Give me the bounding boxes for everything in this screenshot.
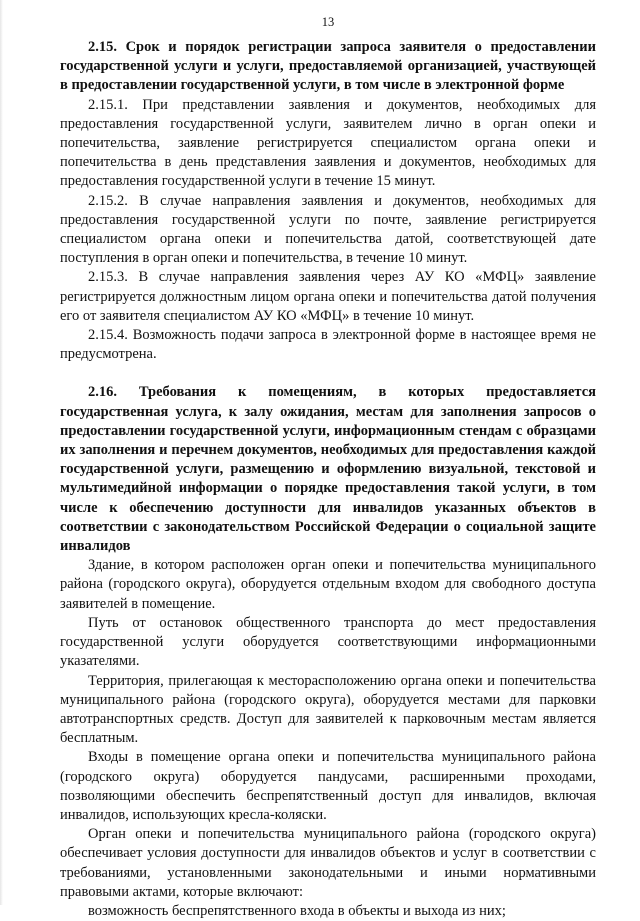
section-2-15 [60, 38, 596, 364]
document-page [60, 14, 596, 921]
section-2-16-heading: 2.16. Требования к помещениям, в которых предоставляется государственная услуга, к залу ожидания, местам для заполнения запросов о предоставлении государственной услуги, информационным стендам с образцами их заполнения и перечнем документов, необходимых для предоставления каждой государственной услуги, размещению и оформлению визуальной, текстовой и мультимедийной информации о порядке предоставления такой услуги, в том числе к обеспечению доступности для инвалидов указанных объектов в соответствии с законодательством Российской Федерации о социальной защите инвалидов [60, 384, 596, 555]
paragraph-2-15-2: 2.15.2. В случае направления заявления и документов, необходимых для предоставления государственной услуги по почте, заявление регистрируется специалистом органа опеки и попечительства датой, соответствующей дате поступления в орган опеки и попечительства, в течение 10 минут. [60, 192, 596, 267]
paragraph-parking: Территория, прилегающая к месторасположению органа опеки и попечительства муниципального района (городского округа), оборудуется местами для парковки автотранспортных средств. Доступ для заявителей к парковочным местам является бесплатным. [60, 672, 596, 747]
paragraph-transport-signs: Путь от остановок общественного транспорта до мест предоставления государственной услуги оборудуется соответствующими информационными указателями. [60, 614, 596, 670]
paragraph-2-15-3: 2.15.3. В случае направления заявления через АУ КО «МФЦ» заявление регистрируется должностным лицом органа опеки и попечительства датой получения его от заявителя специалистом АУ КО «МФЦ» в течение 10 минут. [60, 269, 596, 324]
paragraph-accessibility-conditions: Орган опеки и попечительства муниципального района (городского округа) обеспечивает условия доступности для инвалидов объектов и услуг в соответствии с требованиями, установленными законодательными и иными нормативными правовыми актами, которые включают: [60, 826, 596, 900]
paragraph-ramps: Входы в помещение органа опеки и попечительства муниципального района (городского округа) оборудуется пандусами, расширенными проходами, позволяющими обеспечить беспрепятственный доступ для инвалидов, включая инвалидов, использующих кресла-коляски. [60, 749, 596, 823]
section-spacer [60, 364, 596, 383]
paragraph-2-15-1: 2.15.1. При представлении заявления и документов, необходимых для предоставления государственной услуги, заявителем лично в орган опеки и попечительства, заявление регистрируется специалистом органа опеки и попечительства в день представления заявления и документов, необходимых для предоставления государственной услуги в течение 15 минут. [60, 96, 596, 190]
scan-edge-shadow [0, 0, 3, 905]
section-2-15-heading: 2.15. Срок и порядок регистрации запроса заявителя о предоставлении государственной услуги и услуги, предоставляемой организацией, участвующей в предоставлении государственной услуги, в том числе в электронной форме [60, 39, 596, 94]
paragraph-2-15-4: 2.15.4. Возможность подачи запроса в электронной форме в настоящее время не предусмотрена. [60, 327, 596, 363]
paragraph-building-entrance: Здание, в котором расположен орган опеки и попечительства муниципального района (городского округа), оборудуется отдельным входом для свободного доступа заявителей в помещение. [60, 557, 596, 612]
section-2-16 [60, 383, 596, 921]
page-number: 13 [321, 15, 335, 29]
paragraph-entry-exit: возможность беспрепятственного входа в объекты и выхода из них; [88, 902, 506, 919]
